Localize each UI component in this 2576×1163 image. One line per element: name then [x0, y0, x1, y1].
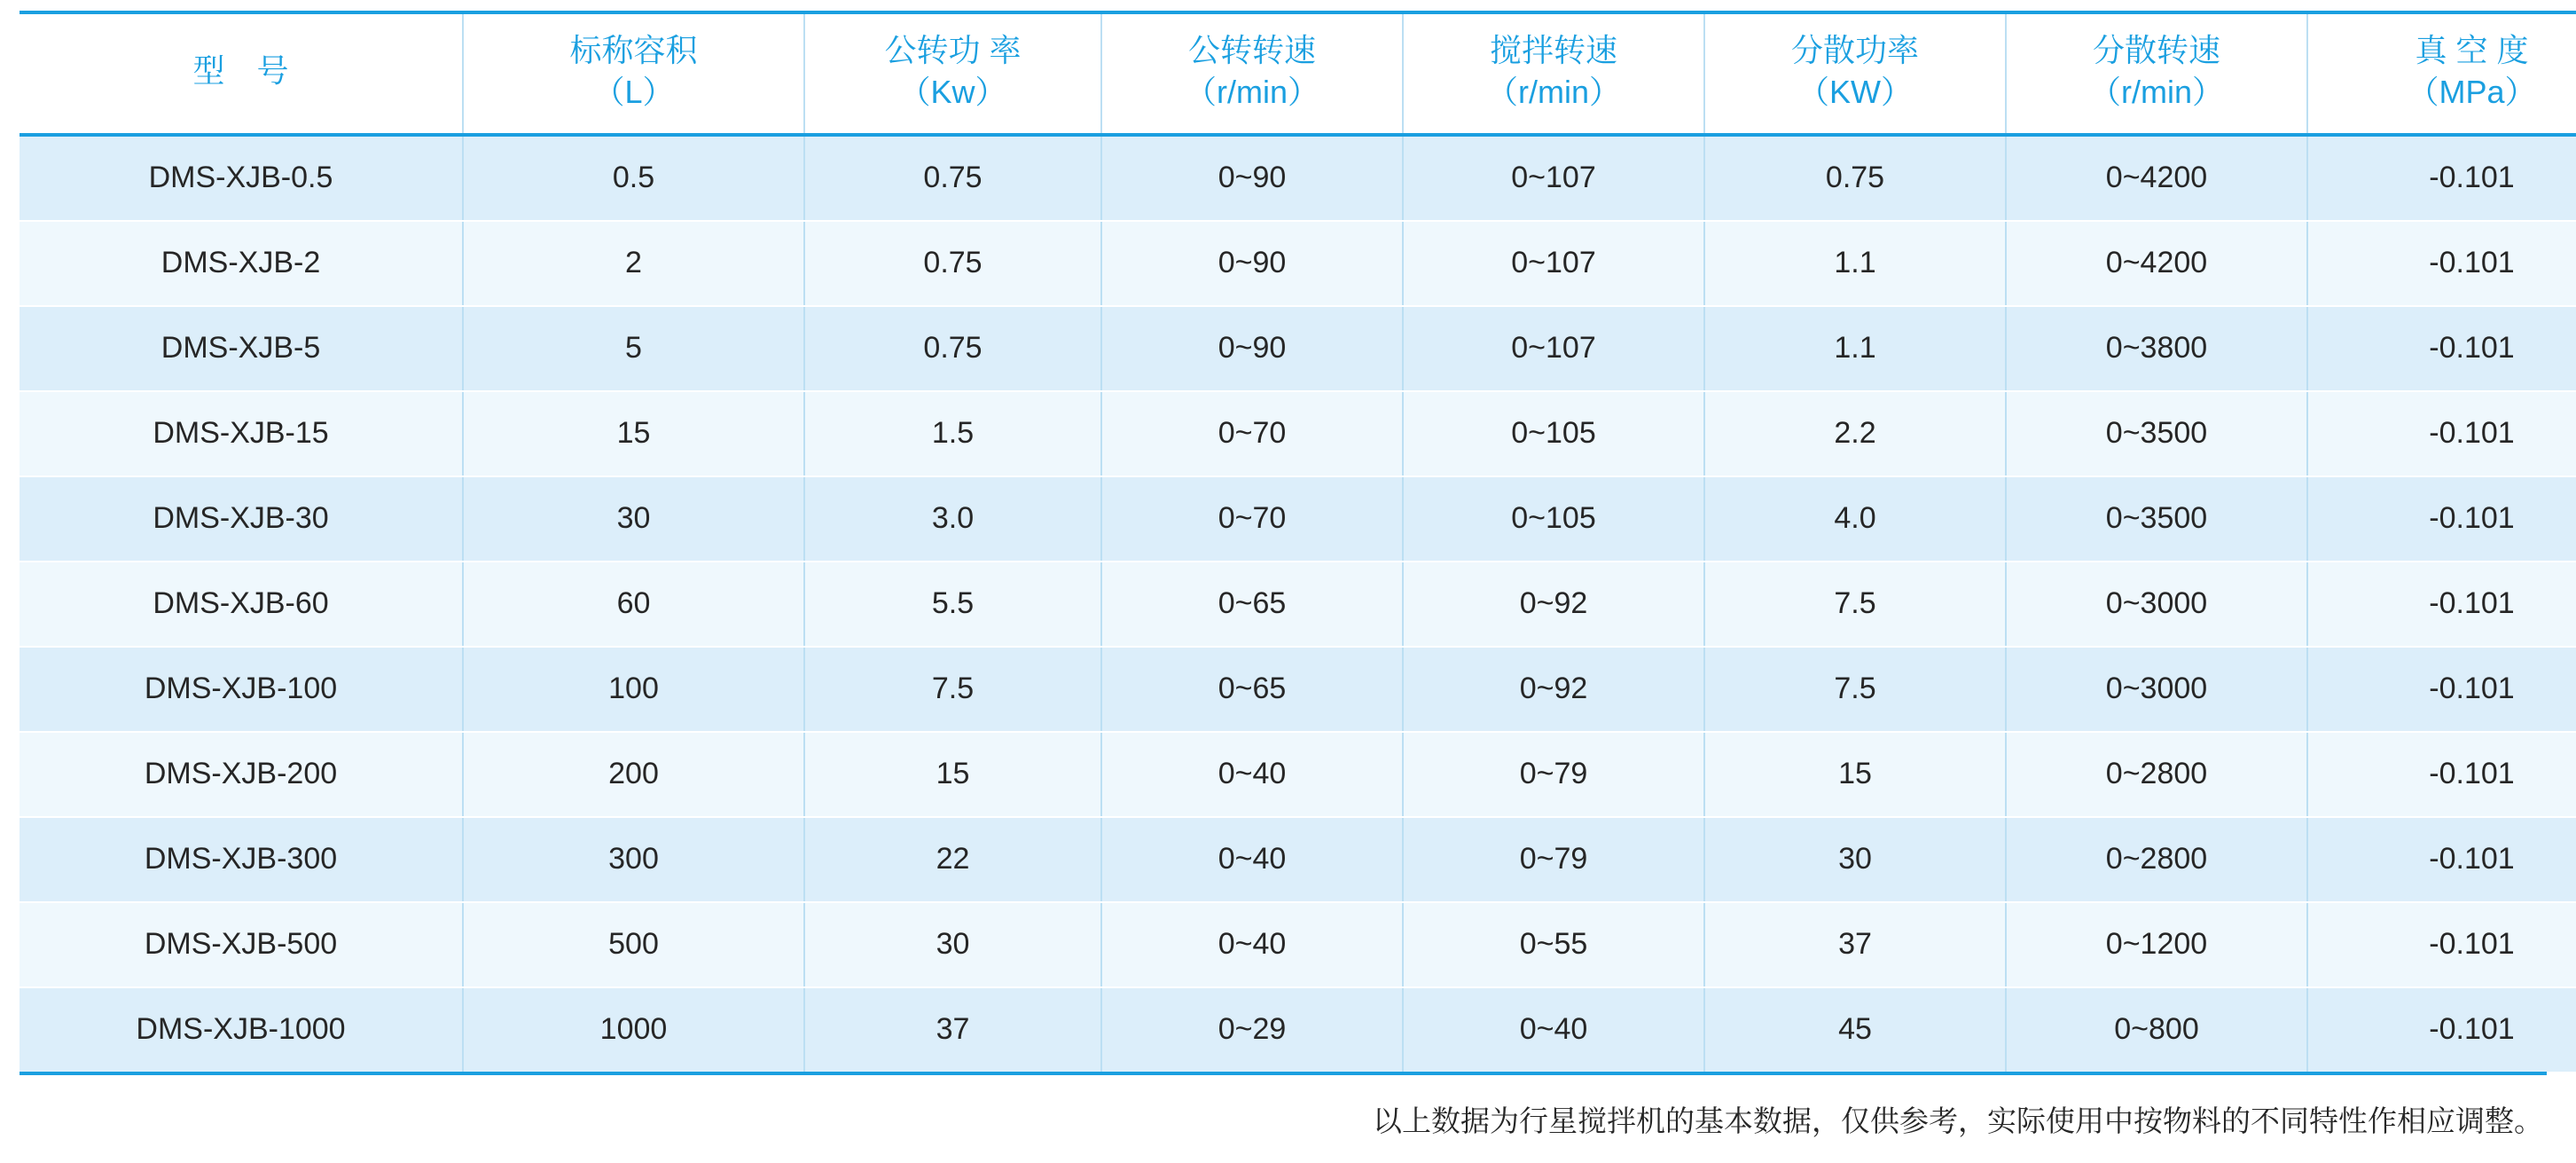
cell-vacuum: -0.101: [2307, 221, 2576, 306]
cell-dispersion-speed: 0~3500: [2006, 476, 2307, 562]
cell-dispersion-power: 1.1: [1704, 221, 2006, 306]
table-row: [20, 221, 2576, 306]
table-row: [20, 902, 2576, 987]
spec-table-page: [0, 11, 2576, 1163]
cell-dispersion-power: 4.0: [1704, 476, 2006, 562]
column-header-revolution-power-line1: 公转功 率: [884, 32, 1022, 68]
cell-dispersion-speed: 0~4200: [2006, 135, 2307, 221]
cell-revolution-power: 5.5: [804, 562, 1101, 647]
cell-dispersion-speed: 0~1200: [2006, 902, 2307, 987]
column-header-model: [20, 12, 463, 135]
column-header-volume-line1: 标称容积: [569, 32, 698, 68]
cell-stirring-speed: 0~105: [1403, 476, 1704, 562]
cell-dispersion-speed: 0~2800: [2006, 732, 2307, 817]
table-row: [20, 987, 2576, 1072]
cell-dispersion-power: 45: [1704, 987, 2006, 1072]
cell-revolution-speed: 0~90: [1101, 306, 1403, 391]
cell-revolution-power: 0.75: [804, 221, 1101, 306]
table-row: [20, 391, 2576, 476]
cell-dispersion-speed: 0~3000: [2006, 562, 2307, 647]
cell-volume: 300: [463, 817, 804, 902]
cell-revolution-power: 37: [804, 987, 1101, 1072]
cell-model: DMS-XJB-60: [20, 562, 463, 647]
column-header-dispersion-power-line2: （KW）: [1797, 73, 1913, 110]
cell-revolution-power: 30: [804, 902, 1101, 987]
column-header-revolution-power: [804, 12, 1101, 135]
cell-dispersion-power: 2.2: [1704, 391, 2006, 476]
cell-dispersion-power: 37: [1704, 902, 2006, 987]
cell-volume: 2: [463, 221, 804, 306]
cell-model: DMS-XJB-30: [20, 476, 463, 562]
cell-vacuum: -0.101: [2307, 562, 2576, 647]
cell-dispersion-speed: 0~2800: [2006, 817, 2307, 902]
table-row: [20, 135, 2576, 221]
table-row: [20, 732, 2576, 817]
cell-revolution-power: 0.75: [804, 135, 1101, 221]
table-header: [20, 12, 2576, 135]
column-header-dispersion-power: [1704, 12, 2006, 135]
column-header-vacuum-line1: 真 空 度: [2415, 32, 2529, 68]
cell-dispersion-power: 7.5: [1704, 562, 2006, 647]
table-body: [20, 135, 2576, 1072]
cell-revolution-speed: 0~90: [1101, 221, 1403, 306]
footnote-text: 以上数据为行星搅拌机的基本数据，仅供参考，实际使用中按物料的不同特性作相应调整。: [1373, 1104, 2543, 1137]
cell-vacuum: -0.101: [2307, 391, 2576, 476]
cell-model: DMS-XJB-100: [20, 647, 463, 732]
cell-model: DMS-XJB-1000: [20, 987, 463, 1072]
column-header-revolution-power-line2: （Kw）: [898, 73, 1007, 110]
table-row: [20, 562, 2576, 647]
cell-volume: 500: [463, 902, 804, 987]
cell-revolution-speed: 0~90: [1101, 135, 1403, 221]
cell-model: DMS-XJB-5: [20, 306, 463, 391]
cell-revolution-power: 22: [804, 817, 1101, 902]
cell-dispersion-power: 7.5: [1704, 647, 2006, 732]
cell-model: DMS-XJB-0.5: [20, 135, 463, 221]
cell-dispersion-speed: 0~4200: [2006, 221, 2307, 306]
cell-volume: 200: [463, 732, 804, 817]
cell-dispersion-power: 30: [1704, 817, 2006, 902]
cell-stirring-speed: 0~79: [1403, 817, 1704, 902]
cell-volume: 15: [463, 391, 804, 476]
column-header-revolution-speed: [1101, 12, 1403, 135]
cell-dispersion-power: 15: [1704, 732, 2006, 817]
cell-volume: 30: [463, 476, 804, 562]
cell-vacuum: -0.101: [2307, 902, 2576, 987]
cell-revolution-speed: 0~40: [1101, 902, 1403, 987]
column-header-revolution-speed-line2: （r/min）: [1185, 73, 1319, 110]
cell-stirring-speed: 0~92: [1403, 562, 1704, 647]
table-bottom-rule: [20, 1072, 2547, 1075]
cell-vacuum: -0.101: [2307, 135, 2576, 221]
cell-dispersion-power: 0.75: [1704, 135, 2006, 221]
column-header-stirring-speed-line2: （r/min）: [1486, 73, 1621, 110]
cell-stirring-speed: 0~79: [1403, 732, 1704, 817]
cell-dispersion-speed: 0~800: [2006, 987, 2307, 1072]
header-row: [20, 12, 2576, 135]
column-header-model-line1: 型 号: [192, 52, 289, 90]
column-header-stirring-speed-line1: 搅拌转速: [1489, 32, 1617, 68]
cell-dispersion-speed: 0~3800: [2006, 306, 2307, 391]
cell-model: DMS-XJB-200: [20, 732, 463, 817]
cell-revolution-power: 15: [804, 732, 1101, 817]
table-row: [20, 647, 2576, 732]
cell-revolution-speed: 0~70: [1101, 476, 1403, 562]
column-header-dispersion-speed-line1: 分散转速: [2092, 32, 2220, 68]
cell-dispersion-speed: 0~3000: [2006, 647, 2307, 732]
cell-volume: 100: [463, 647, 804, 732]
cell-revolution-speed: 0~40: [1101, 732, 1403, 817]
cell-vacuum: -0.101: [2307, 987, 2576, 1072]
cell-revolution-speed: 0~40: [1101, 817, 1403, 902]
cell-revolution-power: 7.5: [804, 647, 1101, 732]
cell-dispersion-speed: 0~3500: [2006, 391, 2307, 476]
cell-vacuum: -0.101: [2307, 647, 2576, 732]
table-row: [20, 306, 2576, 391]
cell-stirring-speed: 0~92: [1403, 647, 1704, 732]
cell-revolution-speed: 0~65: [1101, 647, 1403, 732]
specification-table: [20, 11, 2576, 1072]
cell-stirring-speed: 0~107: [1403, 306, 1704, 391]
cell-volume: 5: [463, 306, 804, 391]
column-header-dispersion-power-line1: 分散功率: [1790, 32, 1919, 68]
column-header-vacuum: [2307, 12, 2576, 135]
cell-stirring-speed: 0~107: [1403, 135, 1704, 221]
cell-stirring-speed: 0~105: [1403, 391, 1704, 476]
cell-model: DMS-XJB-300: [20, 817, 463, 902]
column-header-volume: [463, 12, 804, 135]
cell-stirring-speed: 0~40: [1403, 987, 1704, 1072]
cell-vacuum: -0.101: [2307, 306, 2576, 391]
cell-model: DMS-XJB-15: [20, 391, 463, 476]
column-header-dispersion-speed-line2: （r/min）: [2089, 73, 2224, 110]
column-header-volume-line2: （L）: [592, 73, 675, 110]
cell-dispersion-power: 1.1: [1704, 306, 2006, 391]
cell-volume: 0.5: [463, 135, 804, 221]
cell-vacuum: -0.101: [2307, 476, 2576, 562]
cell-revolution-speed: 0~29: [1101, 987, 1403, 1072]
cell-vacuum: -0.101: [2307, 732, 2576, 817]
cell-revolution-power: 3.0: [804, 476, 1101, 562]
cell-revolution-power: 0.75: [804, 306, 1101, 391]
cell-stirring-speed: 0~55: [1403, 902, 1704, 987]
table-row: [20, 817, 2576, 902]
cell-revolution-speed: 0~65: [1101, 562, 1403, 647]
table-row: [20, 476, 2576, 562]
column-header-revolution-speed-line1: 公转转速: [1187, 32, 1316, 68]
cell-model: DMS-XJB-2: [20, 221, 463, 306]
cell-model: DMS-XJB-500: [20, 902, 463, 987]
cell-revolution-speed: 0~70: [1101, 391, 1403, 476]
cell-vacuum: -0.101: [2307, 817, 2576, 902]
column-header-vacuum-line2: （MPa）: [2407, 73, 2537, 110]
cell-volume: 60: [463, 562, 804, 647]
cell-volume: 1000: [463, 987, 804, 1072]
column-header-stirring-speed: [1403, 12, 1704, 135]
cell-stirring-speed: 0~107: [1403, 221, 1704, 306]
column-header-dispersion-speed: [2006, 12, 2307, 135]
cell-revolution-power: 1.5: [804, 391, 1101, 476]
